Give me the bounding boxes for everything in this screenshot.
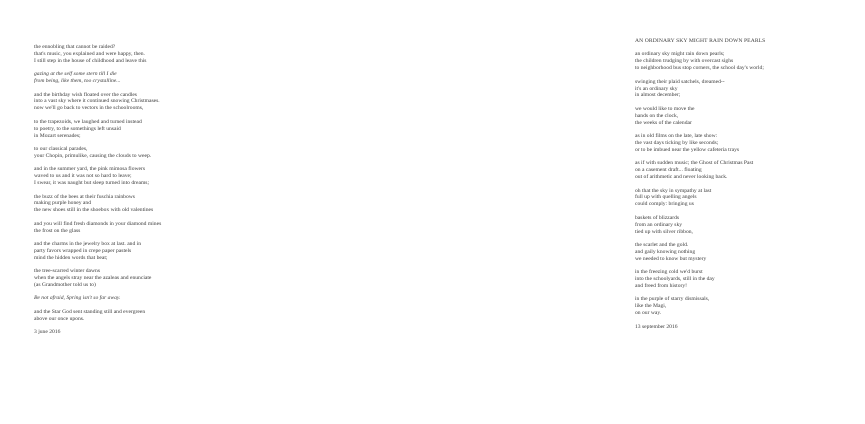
poem-line: the frost on the glass [34,227,81,234]
stanza [635,79,865,100]
poem-line: from an ordinary sky [635,221,683,228]
poem-date: 3 june 2016 [34,329,61,336]
stanza [635,296,865,317]
poem-line: and the birthday wish floated over the candles [34,91,137,98]
stanza [34,119,264,140]
poem-line: to the trapezoids, we laughed and turned instead [34,118,142,125]
poem-line: like the Magi, [635,303,667,310]
stanza [34,194,264,215]
poem-line: oh that the sky in sympathy at last [635,187,712,194]
poem-line: swinging their plaid satchels, dreamed-- [635,78,725,85]
poem-title: AN ORDINARY SKY MIGHT RAIN DOWN PEARLS [635,38,766,44]
right-poem [635,38,865,331]
poem-line: could comply: bringing us [635,201,694,208]
poem-line: on a casement draft... floating [635,167,702,174]
poem-line: and gaily knowing nothing [635,248,696,255]
poem-line: as if with sudden music; the Ghost of Christmas Past [635,160,754,167]
poem-line: as in old films on the late, late show: [635,133,718,140]
poem-line: the children trudging by with overcast sighs [635,58,734,65]
stanza [635,51,865,72]
poem-line: gazing at the self some stern till I die [34,71,117,78]
stanza [635,269,865,290]
poem-line: baskets of blizzards [635,214,680,221]
poem-line: when the angels stray near the azaleas and enunciate [34,275,152,282]
poem-line: the vast days ticking by like seconds; [635,139,719,146]
stanza [34,268,264,289]
stanza [635,160,865,181]
left-poem [34,44,264,336]
poem-line: and the Star God sent standing still and evergreen [34,308,146,315]
poem-line: (as Grandmother told us to) [34,282,96,289]
right-page [300,0,766,424]
poem-line: out of arithmetic and never looking back. [635,174,728,181]
stanza [635,133,865,154]
poem-line: or to be imbued near the yellow cafeteria trays [635,146,740,153]
poem-line: on our way. [635,310,662,317]
stanza [34,309,264,323]
poem-line: full up with quelling angels [635,194,697,201]
stanza [635,215,865,236]
stanza [34,92,264,113]
poem-line: we needed to know but mystery [635,255,707,262]
poem-line: to our classical parades, [34,145,88,152]
stanza [34,71,264,85]
stanza [34,166,264,187]
poem-line: the tree-scarred winter dawns [34,268,101,275]
poem-line: into the schoolyards, still in the day [635,276,715,283]
poem-line: to poetry, to the somethings left unsaid [34,125,121,132]
poem-line: in Mozart serenades; [34,132,81,139]
poem-line: and you will find fresh diamonds in your diamond mines [34,220,162,227]
poem-line: I still step in the house of childhood and leave this [34,57,147,64]
poem-line: and in the summer yard, the pink mimosa flowers [34,166,146,173]
poem-line: in the freezing cold we'd burst [635,269,703,276]
stanza [34,241,264,262]
poem-line: party favors wrapped in crepe paper pastels [34,247,132,254]
stanza [34,146,264,160]
stanza [34,295,264,302]
poem-line: now we'll go back to vectors in the schoolrooms, [34,105,144,112]
poem-line: making purple honey and [34,200,92,207]
poem-line: waved to us and it was not so hard to leave; [34,173,132,180]
poem-line: and the charms in the jewelry box at last. and in [34,241,142,248]
poem-line: the buzz of the bees at their fuschia rainbows [34,193,135,200]
stanza [635,106,865,127]
poem-line: in the purple of starry dismissals, [635,296,710,303]
poem-line: Be not afraid, Spring isn't so far away. [34,295,121,302]
poem-line: the weeks of the calendar [635,119,692,126]
poem-line: your Chopin, primulike, causing the clouds to weep. [34,152,152,159]
poem-line: it's an ordinary sky [635,85,678,92]
poem-line: the new shoes still in the shoebox with old valentines [34,207,154,214]
poem-line: in almost december; [635,92,681,99]
poem-line: I swear, it was naught but sleep turned into dreams; [34,180,150,187]
stanza [635,188,865,209]
poem-date: 13 september 2016 [635,323,678,330]
stanza [635,242,865,263]
poem-line: mind the hidden words that beat; [34,254,108,261]
poem-line: an ordinary sky might rain down pearls; [635,51,725,58]
poem-line: into a vast sky where it continued snowing Christmases. [34,98,160,105]
poem-line: we would like to move the [635,105,695,112]
poem-line: that's music, you explained and were happy, then. [34,50,145,57]
poem-line: above our once upons. [34,315,85,322]
poem-line: to neighborhood bus stop corners, the school day's world; [635,65,764,72]
poem-line: and freed from history! [635,282,688,289]
stanza [34,221,264,235]
poem-line: tied up with silver ribbon, [635,228,693,235]
poem-line: from being, like them, too crystalline... [34,78,121,85]
poem-line: hands on the clock, [635,112,679,119]
stanza [34,44,264,65]
left-page [0,0,300,424]
poem-line: the scarlet and the gold. [635,241,689,248]
poem-line: the ennobling that cannot be raided? [34,44,116,50]
